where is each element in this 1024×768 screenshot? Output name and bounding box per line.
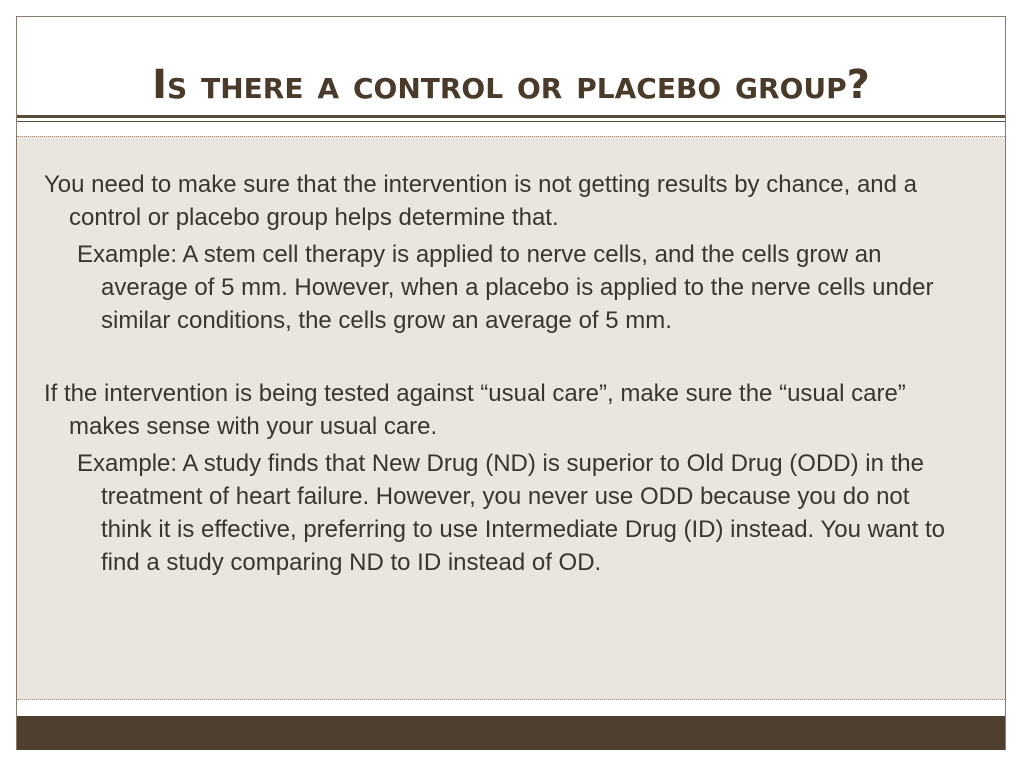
bullet-level1: If the intervention is being tested against “usual care”, make sure the “usual care” makes sense with your usual care. [44,380,906,440]
slide-title: Is there a control or placebo group? [152,62,870,108]
slide-body [44,168,964,579]
title-rule-thin [17,121,1005,122]
title-rule-thick [17,115,1005,118]
bullet-level2-example: Example: A stem cell therapy is applied to nerve cells, and the cells grow an average of 5 mm. However, when a placebo is applied to the nerve cells under similar conditions, the cells grow an average of 5 mm. [77,241,934,334]
bullet-level1: You need to make sure that the intervention is not getting results by chance, and a control or placebo group helps determine that. [44,171,918,231]
bullet-level2-example: Example: A study finds that New Drug (ND) is superior to Old Drug (ODD) in the treatment of heart failure. However, you never use ODD because you do not think it is effective, preferring to use Intermediate Drug (ID) instead. You want to find a study comparing ND to ID instead of OD. [77,450,945,576]
footer-bar [17,716,1005,750]
spacer [44,337,964,377]
title-area [17,17,1005,115]
